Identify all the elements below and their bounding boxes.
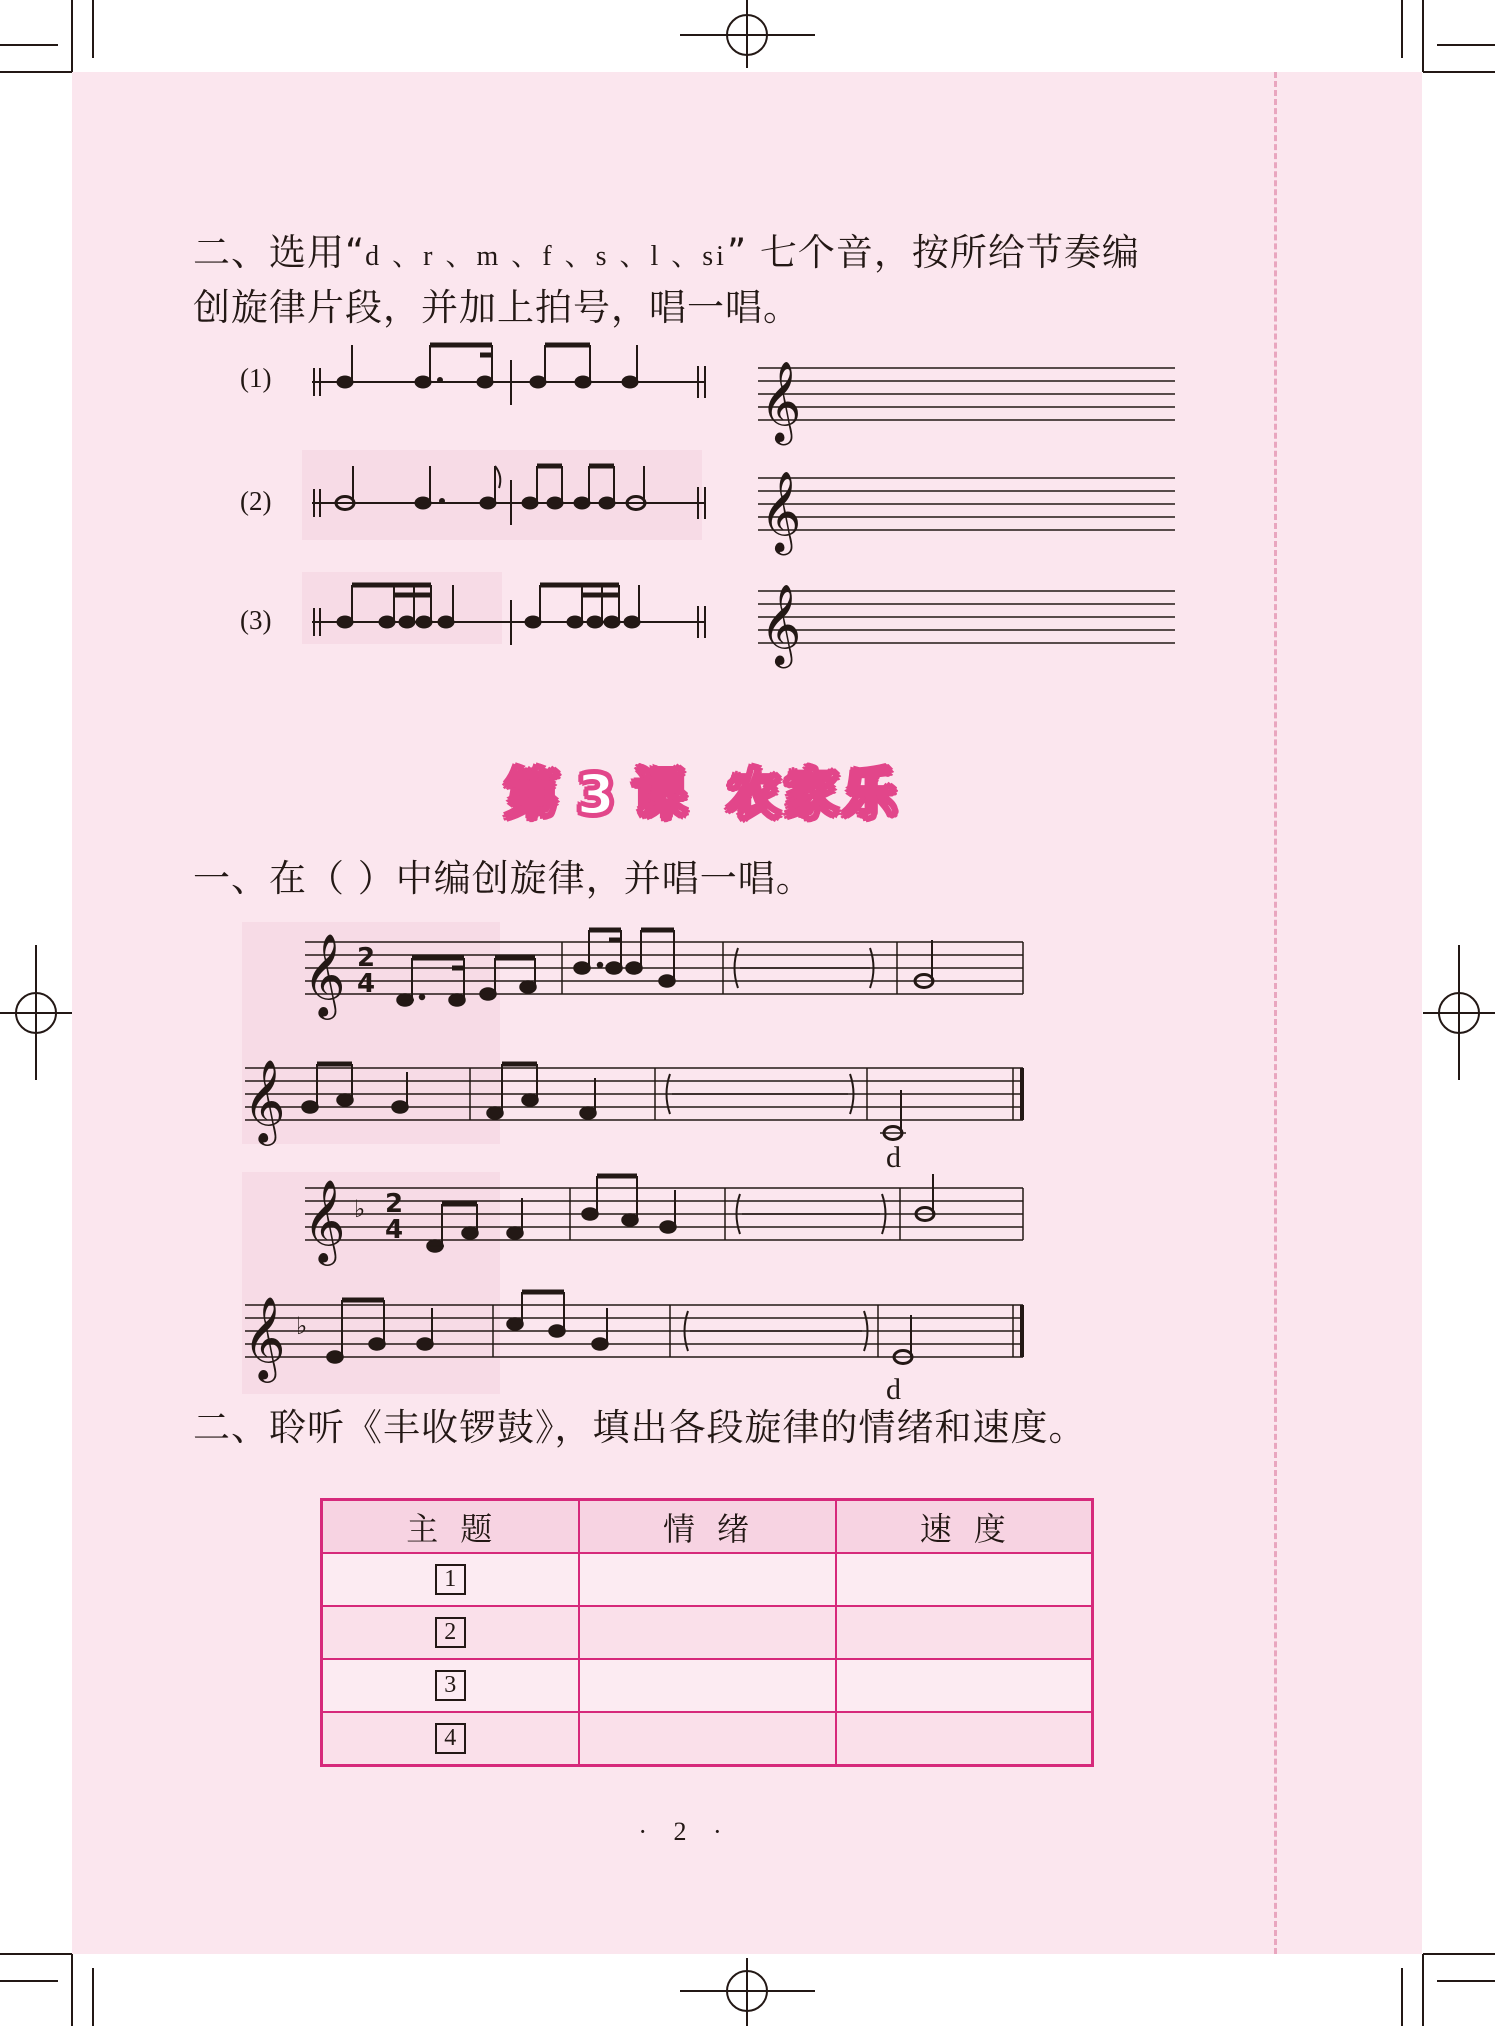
time-sig-top: 2 <box>357 943 376 973</box>
rhythm-label-2: (2) <box>240 486 272 516</box>
table-row <box>322 1606 1093 1659</box>
emotion-cell[interactable] <box>579 1659 836 1712</box>
theme-cell <box>322 1553 579 1606</box>
q2-prefix: 二、选用“ <box>193 231 366 274</box>
table-row <box>322 1659 1093 1712</box>
theme-number-box: 1 <box>435 1564 466 1595</box>
theme-cell <box>322 1606 579 1659</box>
theme-cell <box>322 1712 579 1766</box>
header-theme: 主题 <box>322 1500 579 1554</box>
header-speed: 速度 <box>836 1500 1093 1554</box>
lesson-prefix: 第 <box>505 763 563 826</box>
svg-text:𝄞: 𝄞 <box>243 1058 286 1142</box>
emotion-speed-table <box>320 1498 1094 1767</box>
svg-text:𝄞: 𝄞 <box>303 1178 346 1262</box>
page-number: · 2 · <box>638 1817 732 1846</box>
speed-cell[interactable] <box>836 1606 1093 1659</box>
question-compose-melody-line2: 创旋律片段，并加上拍号，唱一唱。 <box>193 286 801 329</box>
speed-cell[interactable] <box>836 1553 1093 1606</box>
time-sig-bottom-2: 4 <box>385 1215 404 1245</box>
svg-text:𝄞: 𝄞 <box>760 470 802 552</box>
header-emotion: 情绪 <box>579 1500 836 1554</box>
solfege-end-1: d <box>886 1141 901 1174</box>
flat-icon-2: ♭ <box>296 1312 308 1340</box>
lesson-name: 农家乐 <box>726 763 901 826</box>
svg-text:𝄞: 𝄞 <box>760 583 802 665</box>
table-row <box>322 1712 1093 1766</box>
table-row <box>322 1553 1093 1606</box>
time-sig-top-2: 2 <box>385 1189 404 1219</box>
question-listening: 二、聆听《丰收锣鼓》，填出各段旋律的情绪和速度。 <box>193 1406 1087 1449</box>
speed-cell[interactable] <box>836 1659 1093 1712</box>
lesson-number: 3 <box>577 763 619 826</box>
speed-cell[interactable] <box>836 1712 1093 1766</box>
theme-cell <box>322 1659 579 1712</box>
svg-text:𝄞: 𝄞 <box>760 360 802 442</box>
emotion-cell[interactable] <box>579 1553 836 1606</box>
svg-text:𝄞: 𝄞 <box>303 932 346 1016</box>
emotion-cell[interactable] <box>579 1606 836 1659</box>
flat-icon: ♭ <box>354 1195 366 1223</box>
theme-number-box: 2 <box>435 1617 466 1648</box>
table-header-row <box>322 1500 1093 1554</box>
lesson-suffix: 课 <box>632 763 691 826</box>
solfege-notes: d 、r 、m 、f 、s 、l 、si <box>365 241 727 272</box>
rhythm-label-3: (3) <box>240 605 272 635</box>
rhythm-label-1: (1) <box>240 363 272 393</box>
theme-number-box: 4 <box>435 1723 466 1754</box>
solfege-end-2: d <box>886 1373 901 1406</box>
question-create-melody: 一、在（ ）中编创旋律，并唱一唱。 <box>193 857 814 900</box>
emotion-cell[interactable] <box>579 1712 836 1766</box>
time-sig-bottom: 4 <box>357 969 376 999</box>
q2-suffix: ” 七个音，按所给节奏编 <box>726 231 1140 274</box>
svg-text:𝄞: 𝄞 <box>243 1295 286 1379</box>
theme-number-box: 3 <box>435 1670 466 1701</box>
